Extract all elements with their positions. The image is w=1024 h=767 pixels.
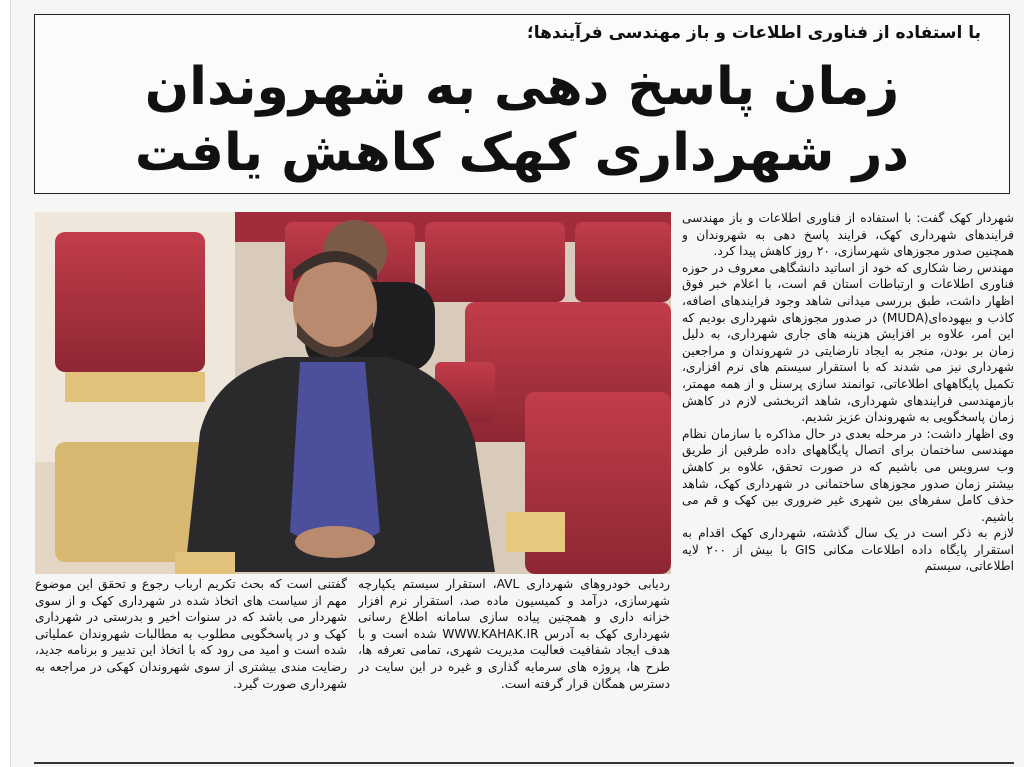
article-photo: [35, 212, 671, 574]
page-edge: [0, 0, 11, 767]
paragraph: لازم به ذکر است در یک سال گذشته، شهرداری کهک اقدام به استقرار پایگاه داده اطلاعات مکانی GIS با بیش از ۲۰۰ لایه اطلاعاتی، سیستم: [682, 526, 1014, 574]
headline-box: [34, 14, 1010, 194]
bottom-divider: [34, 762, 1014, 764]
article-column-middle: [358, 576, 670, 767]
paragraph: ردیابی خودروهای شهرداری AVL، استقرار سیستم یکپارچه شهرسازی، درآمد و کمیسیون ماده صد، استقرار نرم افزار خزانه داری و همچنین پیاده سازی سامانه اطلاع رسانی شهرداری کهک به آدرس WWW.KAHAK.IR شده است و با هدف ایجاد شفافیت فعالیت مدیریت شهری، تمامی تعرفه ها، طرح ها، پروژه های سرمایه گذاری و غیره در این سایت در دسترس همگان قرار گرفته است.: [358, 577, 670, 691]
paragraph: مهندس رضا شکاری که خود از اساتید دانشگاهی معروف در حوزه فناوری اطلاعات و ارتباطات استان قم است، با اعلام خبر فوق اظهار داشت، طبق بررسی میدانی شاهد وجود فرایندهای اضافه، کاذب و بیهوده‌ای(MUDA) در صدور مجوزهای شهرداری بودیم که این امر، علاوه بر افزایش هزینه های جاری شهرداری، به دلیل زمان بر بودن، منجر به ایجاد نارضایتی در شهروندان و مراجعین شهرداری نیز می شدند که با استقرار سیستم های نرم افزاری، تکمیل پایگاههای اطلاعاتی، توانمند سازی پرسنل و از همه مهمتر، بازمهندسی فرایندهای شهرداری، شاهد اثربخشی لازم در کاهش زمان پاسخگویی به شهروندان عزیز شدیم.: [682, 260, 1014, 425]
paragraph: وی اظهار داشت: در مرحله بعدی در حال مذاکره با سازمان نظام مهندسی ساختمان برای اتصال پایگاههای داده طرفین از طریق وب سرویس می باشیم که در صورت تحقق، علاوه بر کاهش بیشتر زمان صدور مجوزهای ساختمانی در شهرداری کهک، شاهد حذف کامل سفرهای بین شهری غیر ضروری بین کهک و قم می باشیم.: [682, 426, 1014, 524]
headline-line-2: در شهرداری کهک کاهش یافت: [134, 123, 910, 183]
photo-illustration: [35, 212, 671, 574]
paragraph: گفتنی است که بحث تکریم ارباب رجوع و تحقق این موضوع مهم از سیاست های اتخاذ شده در شهرداری کهک و از سوی شهردار می باشد که در سنوات اخیر و بدرستی در شهرداری کهک و در پاسخگویی مطلوب به مطالبات شهروندان عملیاتی شده است و امید می رود که با اتخاذ این تدبیر و برنامه جدید، رضایت مندی بیشتری از سوی شهروندان کهکی در مراجعه به شهرداری صورت گیرد.: [35, 577, 347, 691]
kicker: با استفاده از فناوری اطلاعات و باز مهندسی فرآیندها؛: [527, 23, 981, 43]
article-column-left: [35, 576, 347, 767]
article-column-right: [682, 210, 1014, 767]
headline-line-1: زمان پاسخ دهی به شهروندان: [144, 57, 900, 117]
paragraph: شهردار کهک گفت: با استفاده از فناوری اطلاعات و باز مهندسی فرایندهای شهرداری کهک، فرایند پاسخ دهی به شهروندان و همچنین صدور مجوزهای شهرسازی، ۲۰ روز کاهش پیدا کرد.: [682, 211, 1014, 259]
